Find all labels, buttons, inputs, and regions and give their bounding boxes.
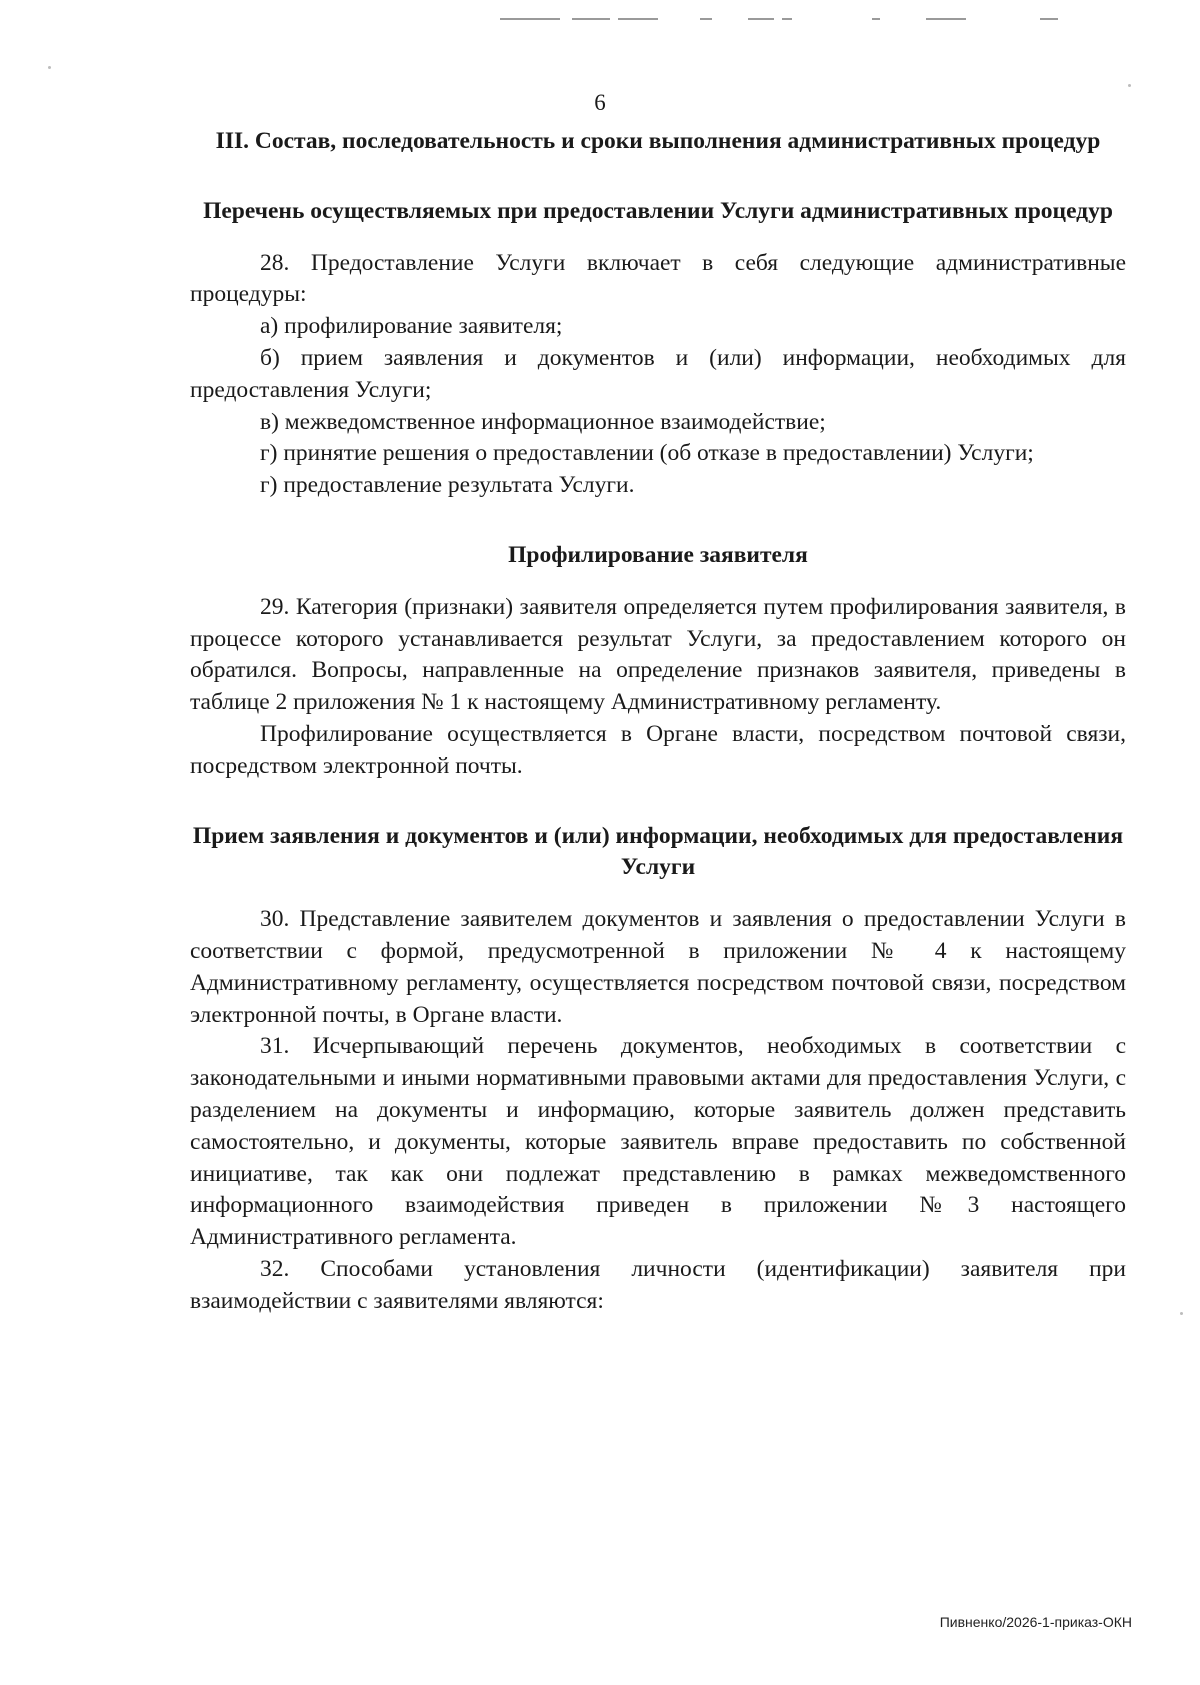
paragraph: 28. Предоставление Услуги включает в себя следующие административные процедуры: — [190, 249, 1126, 308]
paragraph: Профилирование осуществляется в Органе власти, посредством почтовой связи, посредством электронной почты. — [190, 720, 1126, 779]
list-item: г) принятие решения о предоставлении (об отказе в предоставлении) Услуги; — [260, 440, 1034, 467]
paragraph: 30. Представление заявителем документов и заявления о предоставлении Услуги в соответствии с формой, предусмотренной в приложении № 4 к настоящему Административному регламенту, осуществляется посредством почтовой связи, посредством электронной почты, в Органе власти. — [190, 906, 1126, 1028]
paragraph: 31. Исчерпывающий перечень документов, необходимых в соответствии с законодательными и иными нормативными правовыми актами для предоставления Услуги, с разделением на документы и информацию, которые заявитель должен представить самостоятельно, и документы, которые заявитель вправе предоставить по собственной инициативе, так как они подлежат представлению в рамках межведомственного информационного взаимодействия приведен в приложении №3 настоящего Административного регламента. — [190, 1033, 1126, 1251]
document-body — [190, 126, 1126, 1318]
chapter-title: III. Состав, последовательность и сроки выполнения административных процедур — [215, 128, 1101, 154]
scan-speck — [1180, 1312, 1183, 1315]
paragraph: 32. Способами установления личности (идентификации) заявителя при взаимодействии с заявителями являются: — [190, 1255, 1126, 1314]
scan-speck — [1128, 84, 1131, 87]
scan-speck — [48, 66, 51, 69]
document-code: Пивненко/2026-1-приказ-ОКН — [939, 1614, 1132, 1630]
section-heading: Профилирование заявителя — [508, 541, 808, 568]
list-item: а) профилирование заявителя; — [260, 313, 563, 340]
list-item: в) межведомственное информационное взаимодействие; — [260, 408, 826, 435]
paragraph: 29. Категория (признаки) заявителя определяется путем профилирования заявителя, в процессе которого устанавливается результат Услуги, за предоставлением которого он обратился. Вопросы, направленные на определение признаков заявителя, приведены в таблице 2 приложения № 1 к настоящему Административному регламенту. — [190, 593, 1126, 716]
section-heading: Прием заявления и документов и (или) информации, необходимых для предоставления Услуги — [192, 822, 1124, 881]
list-item: г) предоставление результата Услуги. — [260, 472, 635, 499]
page-number: 6 — [594, 90, 606, 115]
list-item: б) прием заявления и документов и (или) информации, необходимых для предоставления Услуги; — [190, 344, 1126, 403]
section-heading: Перечень осуществляемых при предоставлении Услуги административных процедур — [203, 197, 1113, 224]
scan-artifact-marks — [500, 18, 1180, 22]
